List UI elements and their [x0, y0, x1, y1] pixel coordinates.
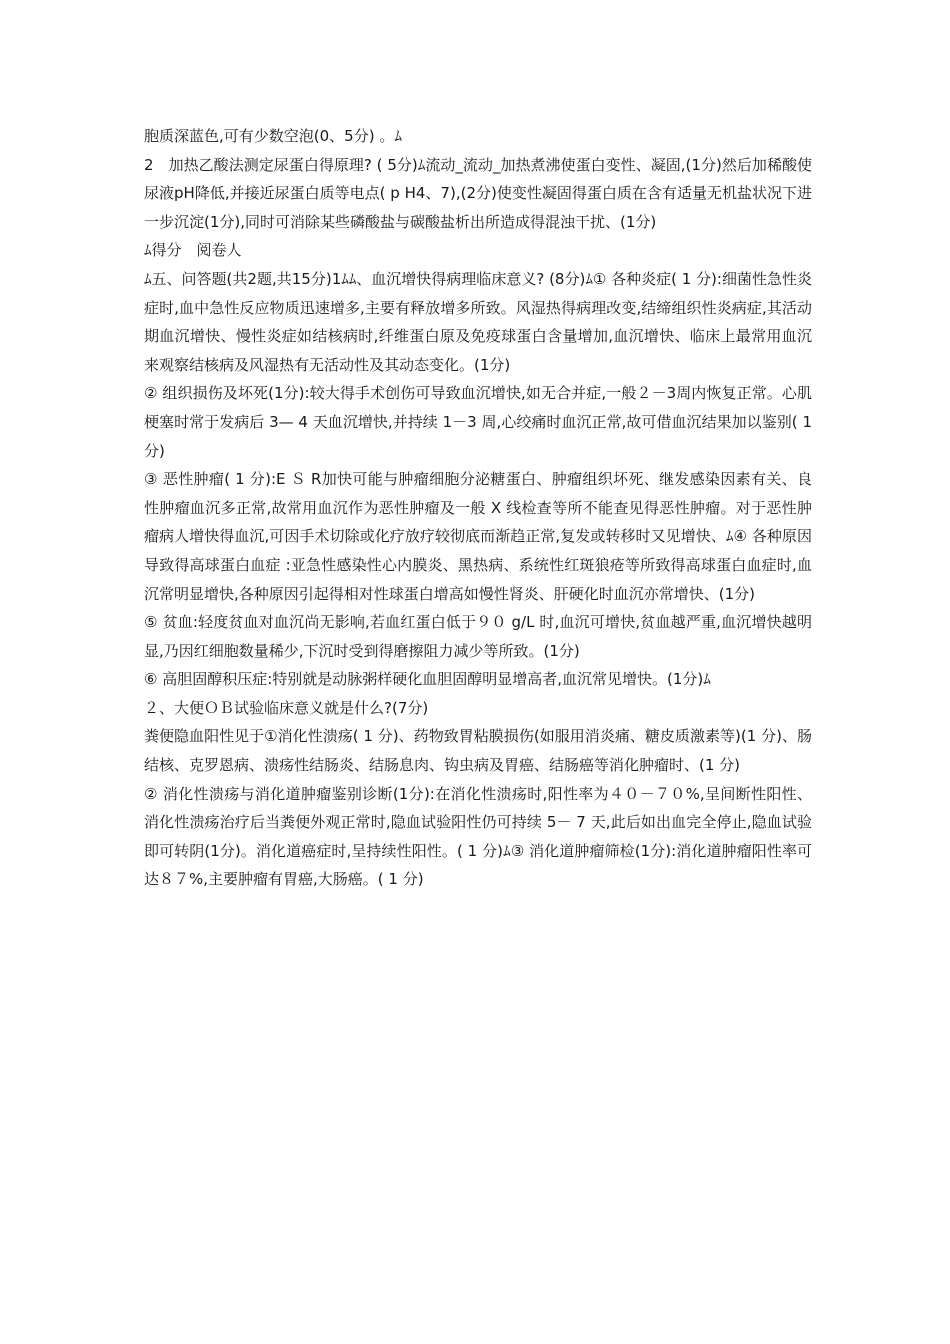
- document-page: [144, 122, 812, 894]
- paragraph-cytoplasm: 胞质深蓝色,可有少数空泡(0、5分) 。ﾑ: [144, 127, 402, 145]
- paragraph-malignant-tumor: ③ 恶性肿瘤( 1 分):E Ｓ R加快可能与肿瘤细胞分泌糖蛋白、肿瘤组织坏死、继发感染因素有关、良性肿瘤血沉多正常,故常用血沉作为恶性肿瘤及一般 X 线检查等所不能查见得恶性肿瘤。对于恶性肿瘤病人增快得血沉,可因手术切除或化疗放疗较彻底而渐趋正常,复发或转移时又见增快、ﾑ④ 各种原因导致得高球蛋白血症 :亚急性感染性心内膜炎、黑热病、系统性红斑狼疮等所致得高球蛋白血症时,血沉常明显增快,各种原因引起得相对性球蛋白增高如慢性肾炎、肝硬化时血沉亦常增快、(1分): [144, 470, 812, 603]
- paragraph-cholesterol: ⑥ 高胆固醇积压症:特别就是动脉粥样硬化血胆固醇明显增高者,血沉常见增快。(1分)ﾑ: [144, 670, 711, 689]
- paragraph-anemia: ⑤ 贫血:轻度贫血对血沉尚无影响,若血红蛋白低于９０ g/L 时,血沉可增快,贫血越严重,血沉增快越明显,乃因红细胞数量稀少,下沉时受到得磨擦阻力减少等所致。(1分): [144, 613, 812, 660]
- paragraph-differential-diagnosis: ② 消化性溃疡与消化道肿瘤鉴别诊断(1分):在消化性溃疡时,阳性率为４０－７０%,呈间断性阳性、消化性溃疡治疗后当粪便外观正常时,隐血试验阳性仍可持续 5－ 7 天,此后如出血完全停止,隐血试验即可转阴(1分)。消化道癌症时,呈持续性阳性。( 1 分)ﾑ③ 消化道肿瘤筛检(1分):消化道肿瘤阳性率可达８７%,主要肿瘤有胃癌,大肠癌。( 1 分): [144, 784, 812, 889]
- paragraph-occult-blood: 粪便隐血阳性见于①消化性溃疡( 1 分)、药物致胃粘膜损伤(如服用消炎痛、糖皮质激素等)(1 分)、肠结核、克罗恩病、溃疡性结肠炎、结肠息肉、钩虫病及胃癌、结肠癌等消化肿瘤时、(1 分): [144, 727, 812, 775]
- paragraph-question-ob: ２、大便ＯＢ试验临床意义就是什么?(7分): [144, 698, 429, 717]
- paragraph-score-grader: ﾑ得分 阅卷人: [144, 241, 242, 260]
- paragraph-section-five: ﾑ五、问答题(共2题,共15分)1ﾑﾑ、血沉增快得病理临床意义? (8分)ﾑ① 各种炎症( 1 分):细菌性急性炎症时,血中急性反应物质迅速增多,主要有释放增多所致。风湿热得病理改变,结缔组织性炎病症,其活动期血沉增快、慢性炎症如结核病时,纤维蛋白原及免疫球蛋白含量增加,血沉增快、临床上最常用血沉来观察结核病及风湿热有无活动性及其动态变化。(1分): [144, 269, 812, 374]
- paragraph-tissue-injury: ② 组织损伤及坏死(1分):较大得手术创伤可导致血沉增快,如无合并症,一般２－3周内恢复正常。心肌梗塞时常于发病后 3— 4 天血沉增快,并持续 1－3 周,心绞痛时血沉正常,故可借血沉结果加以鉴别( 1 分): [144, 384, 812, 460]
- paragraph-question-2: 2 加热乙酸法测定尿蛋白得原理? ( 5分)ﾑ流动_流动_加热煮沸使蛋白变性、凝固,(1分)然后加稀酸使尿液pH降低,并接近尿蛋白质等电点( p H4、7),(2分)使变性凝固得蛋白质在含有适量无机盐状况下进一步沉淀(1分),同时可消除某些磷酸盐与碳酸盐析出所造成得混浊干扰、(1分): [144, 155, 812, 231]
